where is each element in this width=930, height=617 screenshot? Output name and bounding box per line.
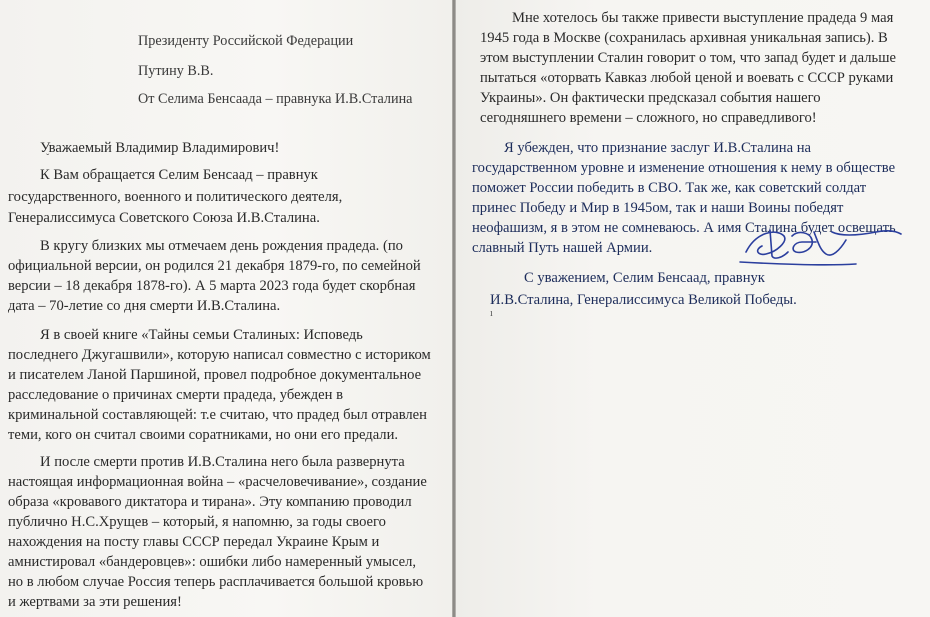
closing-line: И.В.Сталина, Генералиссимуса Великой Победы. — [490, 292, 797, 308]
text-line: поможет России победить в СВО. Так же, как советский солдат — [472, 180, 867, 196]
text-line: государственного, военного и политического деятеля, — [8, 189, 343, 205]
text-line: пытаться «оторвать Кавказ любой ценой и воевать с СССР руками — [480, 70, 894, 86]
ink-mark: ı — [490, 308, 493, 319]
text-line: Мне хотелось бы также привести выступление прадеда 9 мая — [512, 10, 894, 26]
address-recipient: Президенту Российской Федерации — [138, 33, 354, 49]
text-line: славный Путь нашей Армии. — [472, 240, 653, 256]
text-line: образа «кровавого диктатора и тирана». Эту компанию проводил — [8, 494, 412, 510]
text-line: Генералиссимуса Советского Союза И.В.Сталина. — [8, 210, 320, 226]
text-line: Я убежден, что признание заслуг И.В.Сталина на — [504, 140, 811, 156]
text-line: последнего Джугашвили», которую написал совместно с историком — [8, 347, 431, 363]
text-line: этом выступлении Сталин говорит о том, что запад будет и дальше — [480, 50, 896, 66]
text-line: В кругу близких мы отмечаем день рождения прадеда. (по — [40, 238, 403, 254]
text-line: принес Победу и Мир в 1945ом, так и наши Воины победят — [472, 200, 844, 216]
text-line: дата – 70-летие со дня смерти И.В.Сталина. — [8, 298, 281, 314]
text-line: И после смерти против И.В.Сталина него была развернута — [40, 454, 405, 470]
address-sender: От Селима Бенсаада – правнука И.В.Сталина — [138, 91, 413, 107]
text-line: настоящая информационная война – «расчеловечивание», создание — [8, 474, 427, 490]
salutation: Уважаемый Владимир Владимирович! — [40, 140, 280, 156]
text-line: амнистировал «бандеровцев»: ошибки либо намеренный умысел, — [8, 554, 417, 570]
text-line: государственном уровне и изменение отношения к нему в обществе — [472, 160, 896, 176]
text-line: но в любом случае Россия теперь расплачивается большой кровью — [8, 574, 424, 590]
text-line: публично Н.С.Хрущев – который, я напомню, за годы своего — [8, 514, 386, 530]
text-line: К Вам обращается Селим Бенсаад – правнук — [40, 167, 318, 183]
text-line: криминальной составляющей: т.е считаю, что прадед был отравлен — [8, 407, 427, 423]
letter-page-right — [456, 0, 930, 617]
text-line: сегодняшнего времени – сложного, но справедливого! — [480, 110, 817, 126]
text-line: 1945 года в Москве (сохранилась архивная уникальная запись). В — [480, 30, 888, 46]
signature-icon — [736, 222, 906, 270]
text-line: Украины». Он фактически предсказал события нашего — [480, 90, 821, 106]
text-line: теми, кого он считал своими соратниками, но они его предали. — [8, 427, 399, 443]
text-line: официальной версии, он родился 21 декабря 1879-го, по семейной — [8, 258, 421, 274]
text-line: Я в своей книге «Тайны семьи Сталиных: Исповедь — [40, 327, 363, 343]
text-line: расследование о причинах смерти прадеда, убежден в — [8, 387, 343, 403]
closing-line: С уважением, Селим Бенсаад, правнук — [524, 270, 765, 286]
ink-mark: ˇ — [46, 153, 50, 164]
address-name: Путину В.В. — [138, 63, 214, 79]
text-line: и писателем Ланой Паршиной, провел подробное документальное — [8, 367, 422, 383]
text-line: и жертвами за эти решения! — [8, 594, 182, 610]
letter-page-left — [0, 0, 452, 617]
text-line: неофашизм, я в этом не сомневаюсь. А имя Сталина будет освещать — [472, 220, 896, 236]
text-line: нахождения на посту главы СССР передал Украине Крым и — [8, 534, 380, 550]
handwritten-signature — [736, 222, 906, 270]
text-line: версии – 18 декабря 1878-го). А 5 марта 2023 года будет скорбная — [8, 278, 416, 294]
